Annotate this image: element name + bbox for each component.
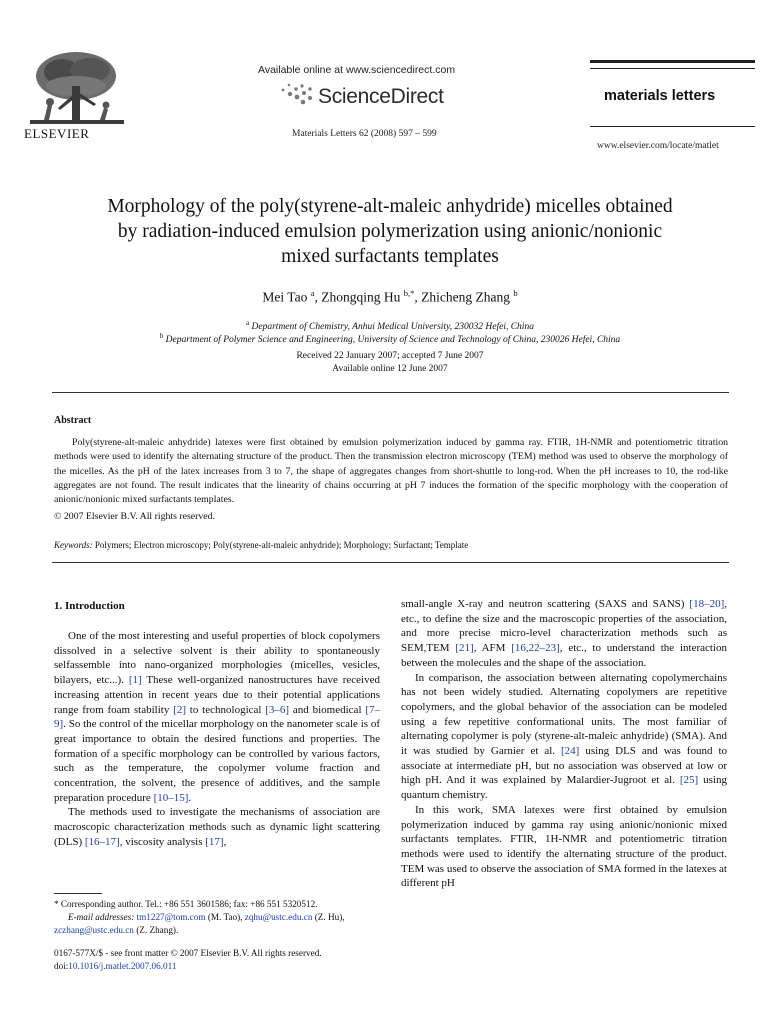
paragraph: [401, 671, 727, 803]
body-text: to technological: [185, 703, 266, 716]
section-heading: 1. Introduction: [54, 600, 125, 612]
author-name: Mei Tao: [262, 289, 308, 305]
paragraph: [54, 805, 380, 849]
email-link[interactable]: tm1227@tom.com: [136, 911, 206, 922]
footnote-star: *: [54, 899, 59, 909]
body-text: These well-organized nanostructures have received increasing attention in recent years due to their potential applications range from foam stability: [54, 674, 380, 716]
journal-reference: Materials Letters 62 (2008) 597 – 599: [292, 129, 437, 139]
email-link[interactable]: zczhang@ustc.edu.cn: [54, 924, 134, 935]
citation-link[interactable]: [7–9]: [54, 703, 380, 731]
email-label: E-mail addresses:: [68, 911, 135, 922]
right-column: [401, 597, 727, 891]
abstract-copyright: © 2007 Elsevier B.V. All rights reserved.: [54, 511, 215, 522]
corresponding-author-footnote: [54, 898, 384, 936]
email-owner: (Z. Hu),: [312, 911, 345, 922]
paragraph: [401, 597, 727, 671]
body-text: using quantum chemistry.: [401, 774, 727, 802]
citation-link[interactable]: [17]: [205, 835, 224, 848]
doi-link[interactable]: 10.1016/j.matlet.2007.06.011: [68, 961, 177, 971]
body-text: and biomedical: [289, 703, 366, 716]
citation-link[interactable]: [21]: [455, 642, 474, 655]
doi-line: [54, 960, 394, 973]
body-text: , viscosity analysis: [119, 835, 206, 848]
abstract-body: Poly(styrene-alt-maleic anhydride) latexes were first obtained by emulsion polymerization induced by gamma ray. FTIR, 1H-NMR and potentiometric titration methods were used to identify the alternating structure of the product. Then the transmission electron microscopy (TEM) method was used to observe the morphology of the micelles. As the pH of the latex increases from 3 to 7, the shape of aggregates changes from short-shuttle to long-rod. When the pH increases to 10, the rod-like aggregates are not found. The result indicates that the linearity of chains occurring at pH 7 induces the formation of the specific morphology with the cooperation of anionic/nonionic mixed surfactants templates.: [54, 437, 728, 506]
keywords: [54, 540, 728, 550]
citation-link[interactable]: [10–15]: [153, 791, 189, 804]
citation-link[interactable]: [16,22–23]: [511, 642, 560, 655]
footnote-rule: [54, 893, 102, 894]
sciencedirect-wordmark[interactable]: ScienceDirect: [318, 85, 444, 108]
affiliation-text: Department of Polymer Science and Engineering, University of Science and Technology of China, 230026 Hefei, China: [165, 335, 621, 346]
body-text: One of the most interesting and useful properties of block copolymers dissolved in a selective solvent is their ability to spontaneously selfassemble into nano-organized morphologies (micelles, vesicles, bilayers, etc...).: [54, 630, 380, 687]
author-affiliation-mark: b: [513, 288, 518, 298]
author-name: Zhongqing Hu: [321, 289, 401, 305]
email-owner: (Z. Zhang).: [133, 924, 179, 935]
body-text: In comparison, the association between alternating copolymerchains has not been widely studied. Alternating copolymers are repetitive copolymers, and the global behavior of the association can be modeled using a few repetitive conformational units. The most familiar of alternating copolymer is poly (styrene-alt-maleic anhydride) (SMA). And it was studied by Garnier et al.: [401, 671, 727, 758]
author-affiliation-mark: b,*: [403, 288, 415, 298]
body-text: small-angle X-ray and neutron scattering (SAXS and SANS): [401, 598, 690, 610]
journal-name: materials letters: [604, 88, 716, 104]
masthead-rule-bottom: [590, 126, 755, 127]
body-text: , etc., to define the size and the macroscopic properties of the association, and more precise micro-level characterization methods such as SEM,TEM: [401, 598, 727, 655]
author-separator: ,: [414, 289, 422, 305]
affiliation-text: Department of Chemistry, Anhui Medical University, 230032 Hefei, China: [251, 322, 534, 333]
citation-link[interactable]: [3–6]: [265, 703, 290, 716]
masthead-rule-thin: [590, 68, 755, 69]
keywords-text: Polymers; Electron microscopy; Poly(styrene-alt-maleic anhydride); Morphology; Surfactant; Template: [94, 540, 469, 550]
body-text: ,: [223, 835, 227, 848]
body-text: , etc., to understand the interaction between the molecules and the shape of the association.: [401, 642, 727, 669]
footnote-corresponding: Corresponding author. Tel.: +86 551 3601586; fax: +86 551 5320512.: [60, 899, 318, 909]
body-text: . So the control of the micellar morphology on the nanometer scale is of great importance to obtain the desired functions and properties. The formation of a specific morphology can be controlled by various factors, such as the temperature, the copolymer volume fraction and concentration, the solvent, the presence of additives, and the sample preparation procedure: [54, 718, 380, 804]
author-name: Zhicheng Zhang: [421, 289, 510, 305]
citation-link[interactable]: [18–20]: [689, 598, 725, 610]
citation-link[interactable]: [2]: [173, 703, 186, 716]
article-title: [44, 194, 736, 269]
author-list: [44, 288, 736, 306]
issn-line: 0167-577X/$ - see front matter © 2007 Elsevier B.V. All rights reserved.: [54, 948, 322, 958]
author-separator: ,: [314, 289, 322, 305]
paragraph: [54, 629, 380, 805]
body-text: In this work, SMA latexes were first obtained by emulsion polymerization induced by gamma ray using anionic/nonionic mixed surfactants templates. FTIR, 1H-NMR and potentiometric titration methods were used to identify the alternating structure of the product. TEM was used to observe the association of SMA formed in the latexes at different pH: [401, 803, 727, 890]
front-matter: [54, 947, 394, 973]
keywords-label: Keywords:: [54, 540, 93, 550]
affiliation-b: [44, 332, 736, 345]
available-online-line[interactable]: Available online at www.sciencedirect.com: [258, 64, 456, 76]
body-text: using DLS and was found to associate at intermediate pH, but no association was observed at low or high pH. And it was explained by Malardier-Jugroot et al.: [401, 745, 727, 787]
citation-link[interactable]: [1]: [128, 674, 142, 687]
publisher-name: ELSEVIER: [24, 126, 90, 141]
body-text: The methods used to investigate the mechanisms of association are macroscopic characterization methods such as dynamic light scattering (DLS): [54, 806, 380, 848]
received-dates: Received 22 January 2007; accepted 7 June 2007: [296, 351, 484, 361]
citation-link[interactable]: [24]: [561, 745, 580, 758]
email-owner: (M. Tao),: [205, 911, 245, 922]
citation-link[interactable]: [16–17]: [84, 835, 120, 848]
title-line: mixed surfactants templates: [281, 246, 499, 267]
abstract-heading: Abstract: [54, 415, 92, 426]
journal-url[interactable]: www.elsevier.com/locate/matlet: [597, 141, 719, 151]
masthead-rule-thick: [590, 60, 755, 63]
available-online-date: Available online 12 June 2007: [332, 364, 448, 374]
author-affiliation-mark: a: [310, 288, 315, 298]
body-text: .: [188, 791, 192, 804]
paragraph: [401, 803, 727, 891]
email-link[interactable]: zqhu@ustc.edu.cn: [244, 911, 313, 922]
affiliation-a: [44, 319, 736, 332]
left-column: [54, 629, 380, 850]
abstract-bottom-rule: [52, 562, 729, 563]
body-text: , AFM: [473, 642, 512, 655]
doi-label: doi:: [54, 961, 69, 971]
title-line: Morphology of the poly(styrene-alt-maleic anhydride) micelles obtained: [107, 196, 673, 217]
abstract-top-rule: [52, 392, 729, 393]
affiliation-mark: a: [246, 319, 250, 327]
citation-link[interactable]: [25]: [679, 774, 699, 787]
affiliation-mark: b: [159, 332, 164, 340]
title-line: by radiation-induced emulsion polymerization using anionic/nonionic: [117, 221, 663, 242]
